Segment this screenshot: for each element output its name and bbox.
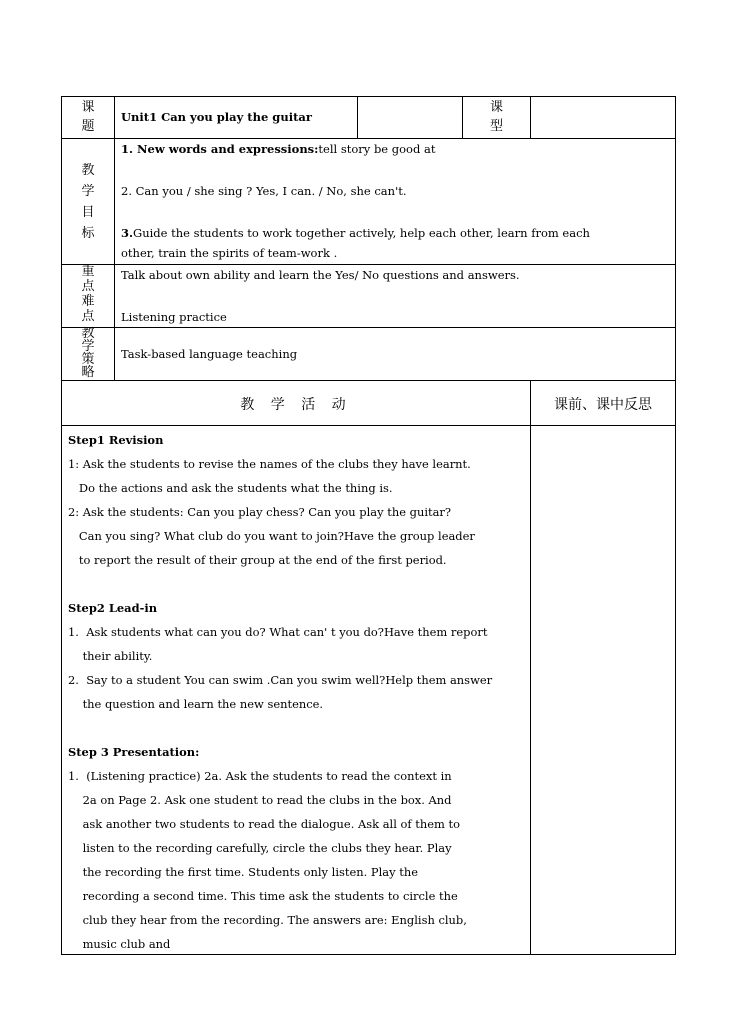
topic-label: 课题 xyxy=(81,100,95,134)
strategy-label: 教学策略 xyxy=(81,327,95,380)
objective-3-line2: other, train the spirits of team-work . xyxy=(121,246,338,260)
content-line: the recording the first time. Students only listen. Play the xyxy=(68,865,418,879)
key-points-label: 重点难点 xyxy=(81,264,95,324)
content-line: their ability. xyxy=(68,649,153,663)
lesson-type-label: 课型 xyxy=(489,100,503,134)
objective-2: 2. Can you / she sing ? Yes, I can. / No, she can't. xyxy=(121,184,407,198)
content-line: 1. Ask students what can you do? What can' t you do?Have them report xyxy=(68,625,488,639)
step3-heading: Step 3 Presentation: xyxy=(68,745,200,759)
content-line: music club and xyxy=(68,937,171,951)
lesson-title: Unit1 Can you play the guitar xyxy=(121,110,312,124)
content-line: 1. (Listening practice) 2a. Ask the students to read the context in xyxy=(68,769,452,783)
row-divider xyxy=(61,425,676,426)
blank-line xyxy=(68,716,526,740)
content-line: the question and learn the new sentence. xyxy=(68,697,324,711)
content-line: 2a on Page 2. Ask one student to read the clubs in the box. And xyxy=(68,793,452,807)
objective-1: 1. New words and expressions:tell story be good at xyxy=(121,142,436,156)
label-column-divider xyxy=(114,96,115,381)
table-border-right xyxy=(675,96,676,955)
content-line: listen to the recording carefully, circle the clubs they hear. Play xyxy=(68,841,452,855)
blank-line xyxy=(68,572,526,596)
row-divider xyxy=(61,380,676,381)
objective-3-line1: 3.Guide the students to work together actively, help each other, learn from each xyxy=(121,226,590,240)
activity-content xyxy=(68,428,528,956)
content-line: ask another two students to read the dialogue. Ask all of them to xyxy=(68,817,461,831)
content-line: 2: Ask the students: Can you play chess? Can you play the guitar? xyxy=(68,505,452,519)
type-value-divider xyxy=(530,96,531,139)
content-line: recording a second time. This time ask the students to circle the xyxy=(68,889,458,903)
step2-heading: Step2 Lead-in xyxy=(68,601,158,615)
reflection-column-divider xyxy=(530,380,531,955)
title-column-divider xyxy=(357,96,358,139)
table-border-top xyxy=(61,96,676,97)
strategy-text: Task-based language teaching xyxy=(121,347,298,361)
key-point-2: Listening practice xyxy=(121,310,227,324)
objectives-label: 教学目标 xyxy=(81,163,95,241)
step1-heading: Step1 Revision xyxy=(68,433,164,447)
content-line: Can you sing? What club do you want to join?Have the group leader xyxy=(68,529,475,543)
content-line: Do the actions and ask the students what the thing is. xyxy=(68,481,393,495)
activities-header: 教 学 活 动 xyxy=(240,397,352,413)
content-line: 1: Ask the students to revise the names of the clubs they have learnt. xyxy=(68,457,471,471)
reflection-header: 课前、课中反思 xyxy=(554,397,652,413)
key-point-1: Talk about own ability and learn the Yes/ No questions and answers. xyxy=(121,268,520,282)
content-line: to report the result of their group at the end of the first period. xyxy=(68,553,447,567)
content-line: club they hear from the recording. The answers are: English club, xyxy=(68,913,467,927)
content-line: 2. Say to a student You can swim .Can you swim well?Help them answer xyxy=(68,673,493,687)
